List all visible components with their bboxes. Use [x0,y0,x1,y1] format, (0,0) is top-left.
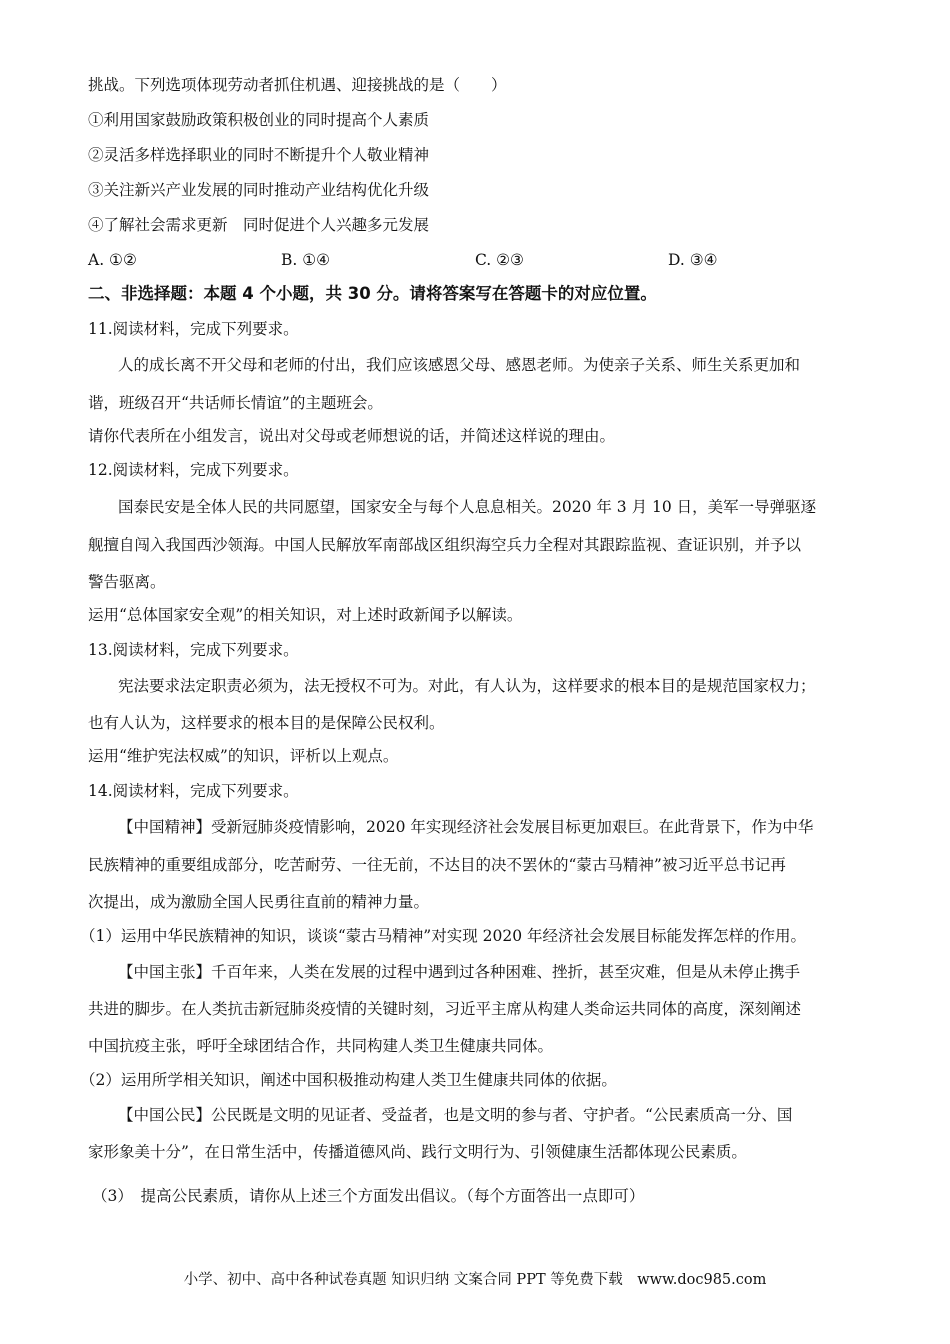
q10-option-c: C. ②③ [475,251,524,269]
q14-part2-material-line-3: 中国抗疫主张，呼吁全球团结合作，共同构建人类卫生健康共同体。 [88,1037,554,1055]
q10-stem: 挑战。下列选项体现劳动者抓住机遇、迎接挑战的是（ ） [88,76,507,94]
q14-part2-material-line-1: 【中国主张】千百年来，人类在发展的过程中遇到过各种困难、挫折，甚至灾难，但是从未停止携手 [118,963,801,981]
q14-part2-material-line-2: 共进的脚步。在人类抗击新冠肺炎疫情的关键时刻，习近平主席从构建人类命运共同体的高度，深刻阐述 [88,1000,802,1018]
q10-item-3: ③关注新兴产业发展的同时推动产业结构优化升级 [88,181,430,199]
q13-material-line-2: 也有人认为，这样要求的根本目的是保障公民权利。 [88,714,445,732]
page-footer: 小学、初中、高中各种试卷真题 知识归纳 文案合同 PPT 等免费下载 www.doc985.com [183,1272,767,1288]
q13-title: 13.阅读材料，完成下列要求。 [88,641,299,659]
q10-options [88,250,788,270]
q14-part2-question: （2）运用所学相关知识，阐述中国积极推动构建人类卫生健康共同体的依据。 [80,1071,617,1089]
q14-part3-question: （3） 提高公民素质，请你从上述三个方面发出倡议。（每个方面答出一点即可） [92,1187,645,1205]
q12-material-line-1: 国泰民安是全体人民的共同愿望，国家安全与每个人息息相关。2020 年 3 月 10 日，美军一导弹驱逐 [118,498,817,516]
q10-option-d: D. ③④ [668,251,718,269]
q13-requirement: 运用“维护宪法权威”的知识，评析以上观点。 [88,747,399,765]
q12-material-line-2: 舰擅自闯入我国西沙领海。中国人民解放军南部战区组织海空兵力全程对其跟踪监视、查证识别，并予以 [88,536,802,554]
q14-title: 14.阅读材料，完成下列要求。 [88,782,299,800]
q14-part1-material-line-1: 【中国精神】受新冠肺炎疫情影响，2020 年实现经济社会发展目标更加艰巨。在此背景下，作为中华 [118,818,814,836]
q13-material-line-1: 宪法要求法定职责必须为，法无授权不可为。对此，有人认为，这样要求的根本目的是规范国家权力； [118,677,816,695]
q10-option-b: B. ①④ [281,251,331,269]
q14-part1-material-line-2: 民族精神的重要组成部分，吃苦耐劳、一往无前，不达目的决不罢休的“蒙古马精神”被习近平总书记再 [88,856,786,874]
q10-item-2: ②灵活多样选择职业的同时不断提升个人敬业精神 [88,146,430,164]
q12-material-line-3: 警告驱离。 [88,573,166,591]
q10-item-4: ④了解社会需求更新 同时促进个人兴趣多元发展 [88,216,430,234]
q14-part3-material-line-1: 【中国公民】公民既是文明的见证者、受益者，也是文明的参与者、守护者。“公民素质高一分、国 [118,1106,793,1124]
q14-part1-material-line-3: 次提出，成为激励全国人民勇往直前的精神力量。 [88,893,430,911]
q10-option-a: A. ①② [88,251,137,269]
section2-heading: 二、非选择题：本题 4 个小题，共 30 分。请将答案写在答题卡的对应位置。 [88,284,657,303]
q14-part3-material-line-2: 家形象美十分”，在日常生活中，传播道德风尚、践行文明行为、引领健康生活都体现公民素质。 [88,1143,747,1161]
q10-item-1: ①利用国家鼓励政策积极创业的同时提高个人素质 [88,111,430,129]
q11-material-line-1: 人的成长离不开父母和老师的付出，我们应该感恩父母、感恩老师。为使亲子关系、师生关系更加和 [118,356,801,374]
q11-requirement: 请你代表所在小组发言，说出对父母或老师想说的话，并简述这样说的理由。 [88,427,616,445]
q12-title: 12.阅读材料，完成下列要求。 [88,461,299,479]
q11-title: 11.阅读材料，完成下列要求。 [88,320,299,338]
q11-material-line-2: 谐，班级召开“共话师长情谊”的主题班会。 [88,394,383,412]
q14-part1-question: （1）运用中华民族精神的知识，谈谈“蒙古马精神”对实现 2020 年经济社会发展目标能发挥怎样的作用。 [80,927,807,945]
q12-requirement: 运用“总体国家安全观”的相关知识，对上述时政新闻予以解读。 [88,606,523,624]
